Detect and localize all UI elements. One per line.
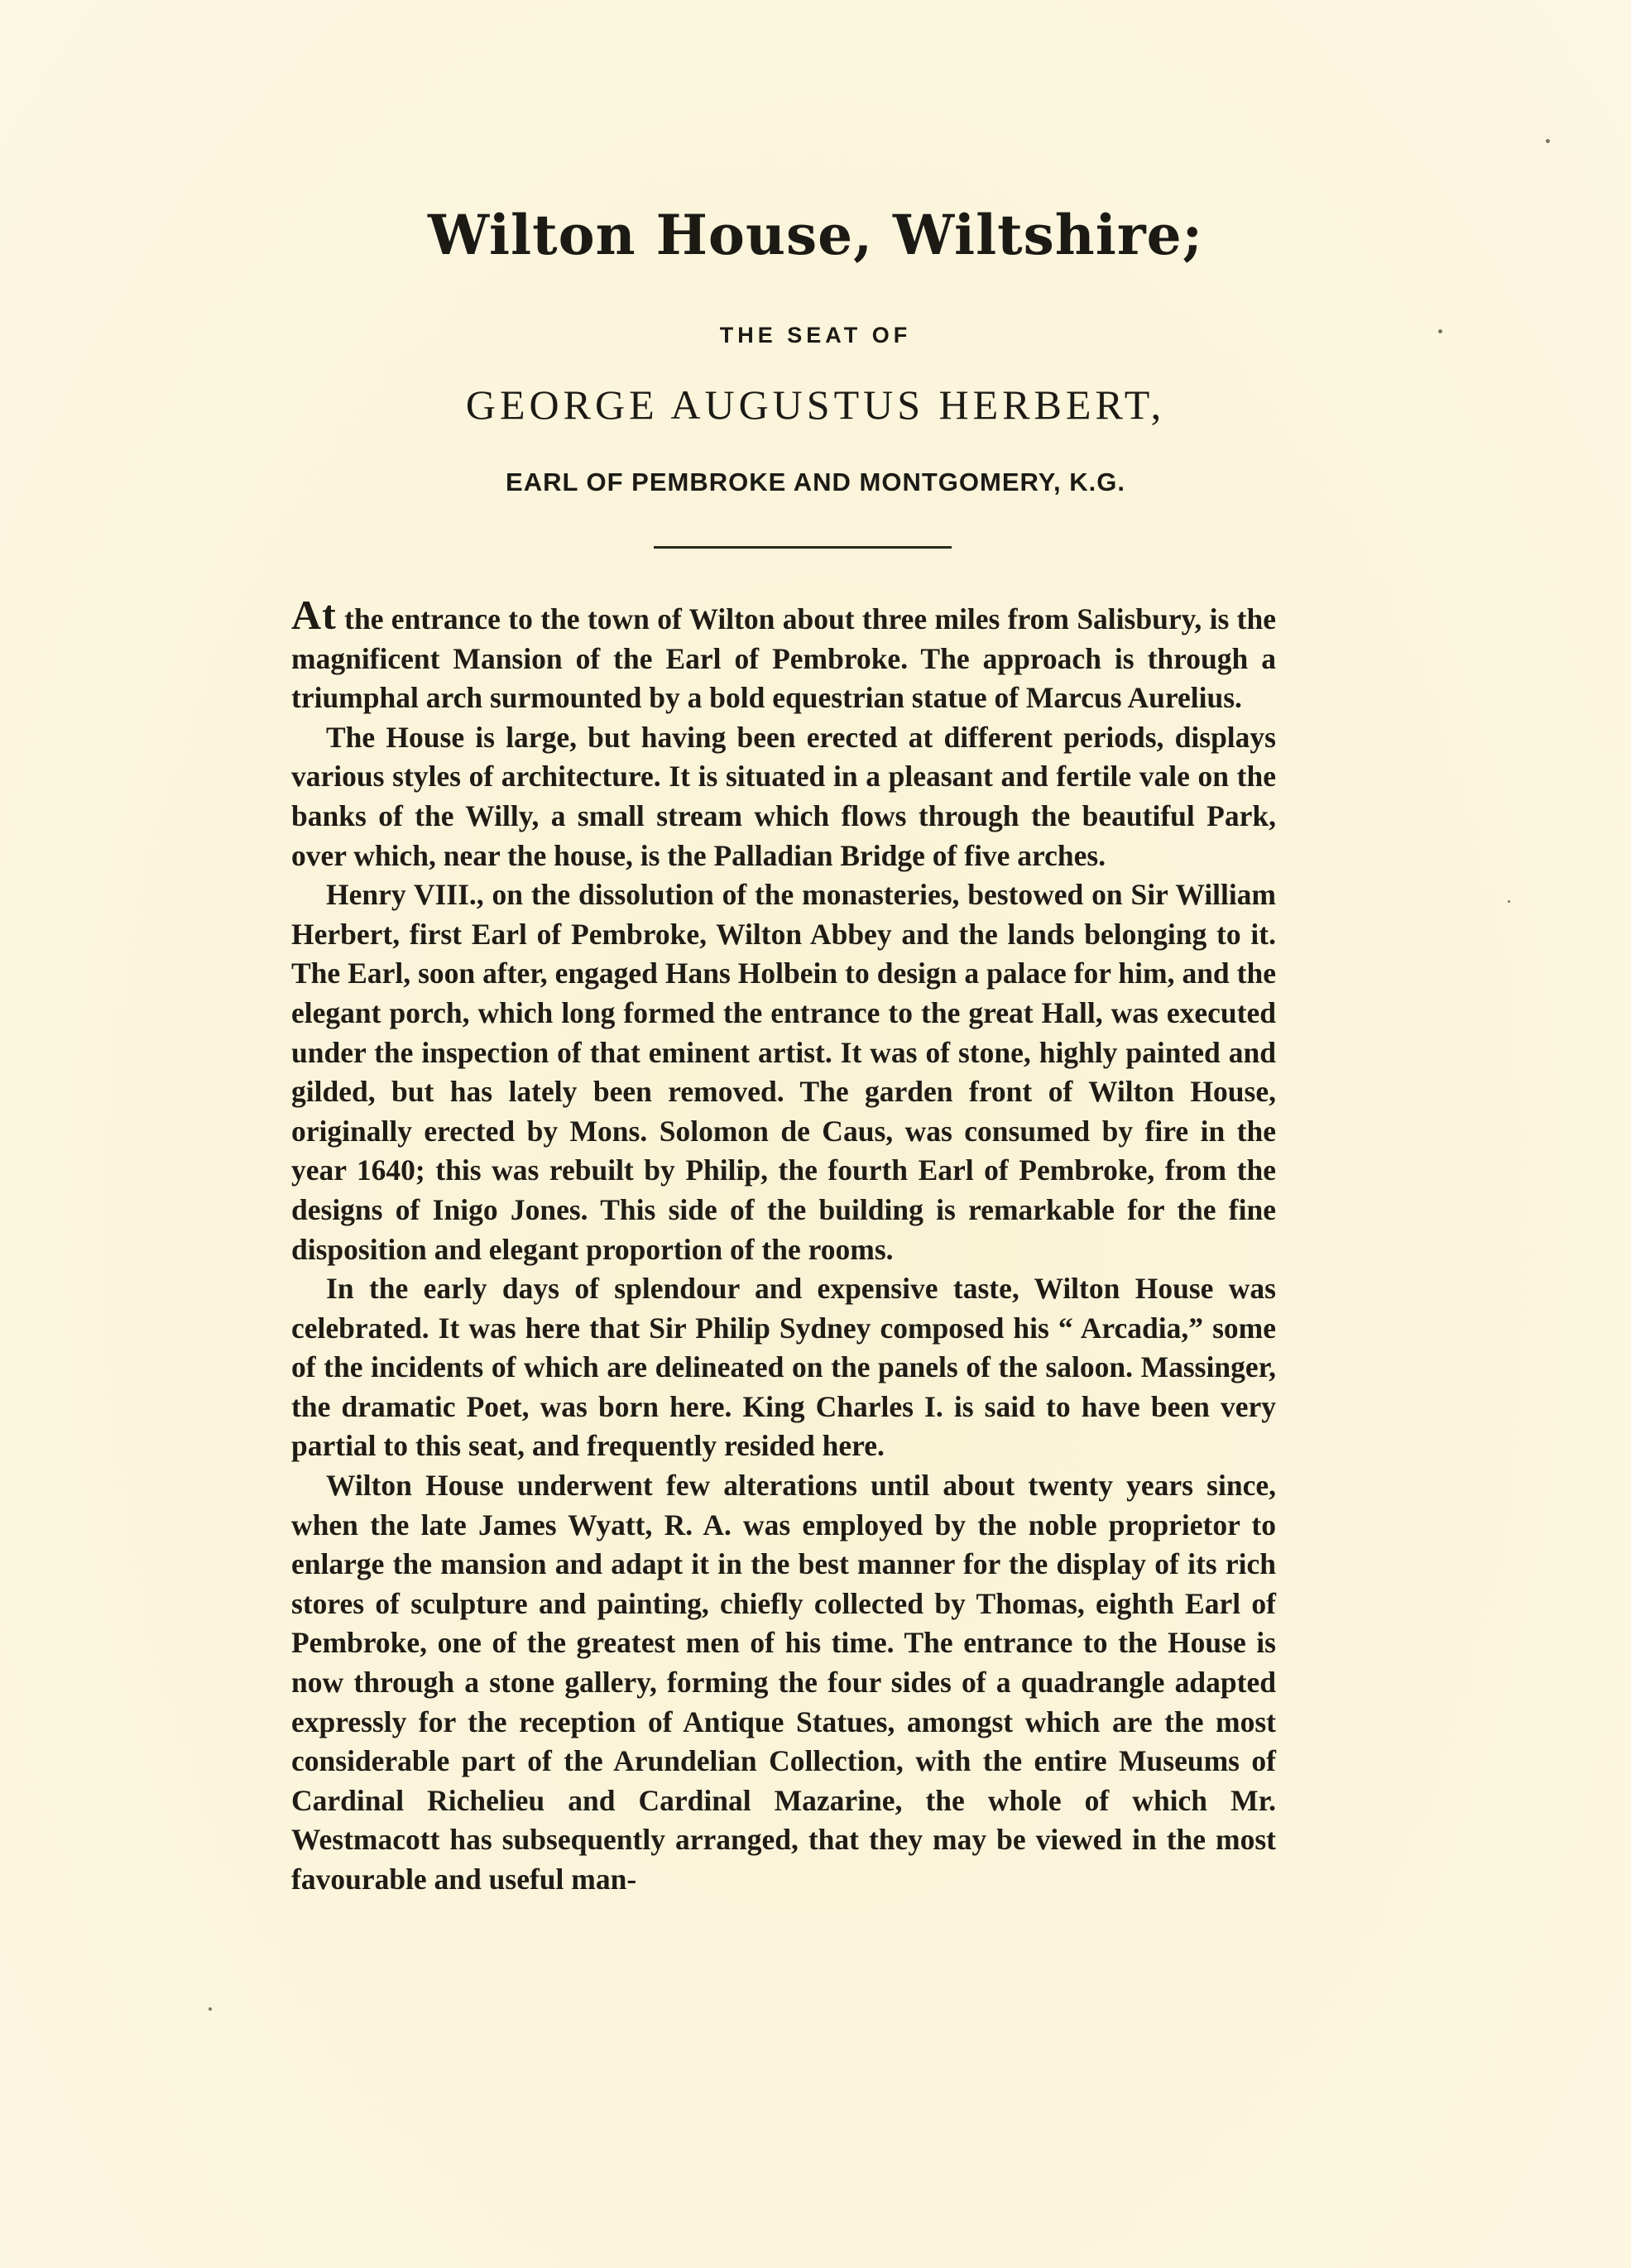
owner-titles: EARL OF PEMBROKE AND MONTGOMERY, K.G. (506, 468, 1125, 496)
paragraph-1-text: the entrance to the town of Wilton about three miles from Salisbury, is the magnificent Mansion of the Earl of Pembroke. The approach is through a triumphal arch surmounted by a bold equestrian statue of Marcus Aurelius. (291, 602, 1276, 715)
paragraph-2: The House is large, but having been erected at different periods, displays various styles of architecture. It is situated in a pleasant and fertile vale on the banks of the Willy, a small stream which flows through the beautiful Park, over which, near the house, is the Palladian Bridge of five arches. (291, 720, 1276, 872)
body-text (291, 592, 1276, 1900)
paragraph-5: Wilton House underwent few alterations until about twenty years since, when the late James Wyatt, R. A. was employed by the noble proprietor to enlarge the mansion and adapt it in the best manner for the display of its rich stores of sculpture and painting, chiefly collected by Thomas, eighth Earl of Pembroke, one of the greatest men of his time. The entrance to the House is now through a stone gallery, forming the four sides of a quadrangle adapted expressly for the reception of Antique Statues, amongst which are the most considerable part of the Arundelian Collection, with the entire Museums of Cardinal Richelieu and Cardinal Mazarine, the whole of which Mr. Westmacott has subsequently arranged, that they may be viewed in the most favourable and useful man- (291, 1469, 1276, 1896)
drop-cap: At (291, 592, 337, 638)
paper-speck (1546, 139, 1550, 143)
paragraph-4: In the early days of splendour and expensive taste, Wilton House was celebrated. It was here that Sir Philip Sydney composed his “ Arcadia,” some of the incidents of which are delineated on the panels of the saloon. Massinger, the dramatic Poet, was born here. King Charles I. is said to have been very partial to this seat, and frequently resided here. (291, 1272, 1276, 1463)
title-divider (654, 546, 952, 549)
paragraph-1 (291, 592, 1276, 718)
page-subtitle: THE SEAT OF (719, 323, 912, 348)
page-title: Wilton House, Wiltshire; (428, 203, 1203, 267)
paper-speck (1438, 329, 1442, 333)
owner-name: GEORGE AUGUSTUS HERBERT, (465, 381, 1166, 428)
paper-speck (209, 2007, 212, 2011)
paragraph-3: Henry VIII., on the dissolution of the monasteries, bestowed on Sir William Herbert, first Earl of Pembroke, Wilton Abbey and the lands belonging to it. The Earl, soon after, engaged Hans Holbein to design a palace for him, and the elegant porch, which long formed the entrance to the great Hall, was executed under the inspection of that eminent artist. It was of stone, highly painted and gilded, but has lately been removed. The garden front of Wilton House, originally erected by Mons. Solomon de Caus, was consumed by fire in the year 1640; this was rebuilt by Philip, the fourth Earl of Pembroke, from the designs of Inigo Jones. This side of the building is remarkable for the fine disposition and elegant proportion of the rooms. (291, 878, 1276, 1266)
paper-speck (1508, 900, 1510, 903)
